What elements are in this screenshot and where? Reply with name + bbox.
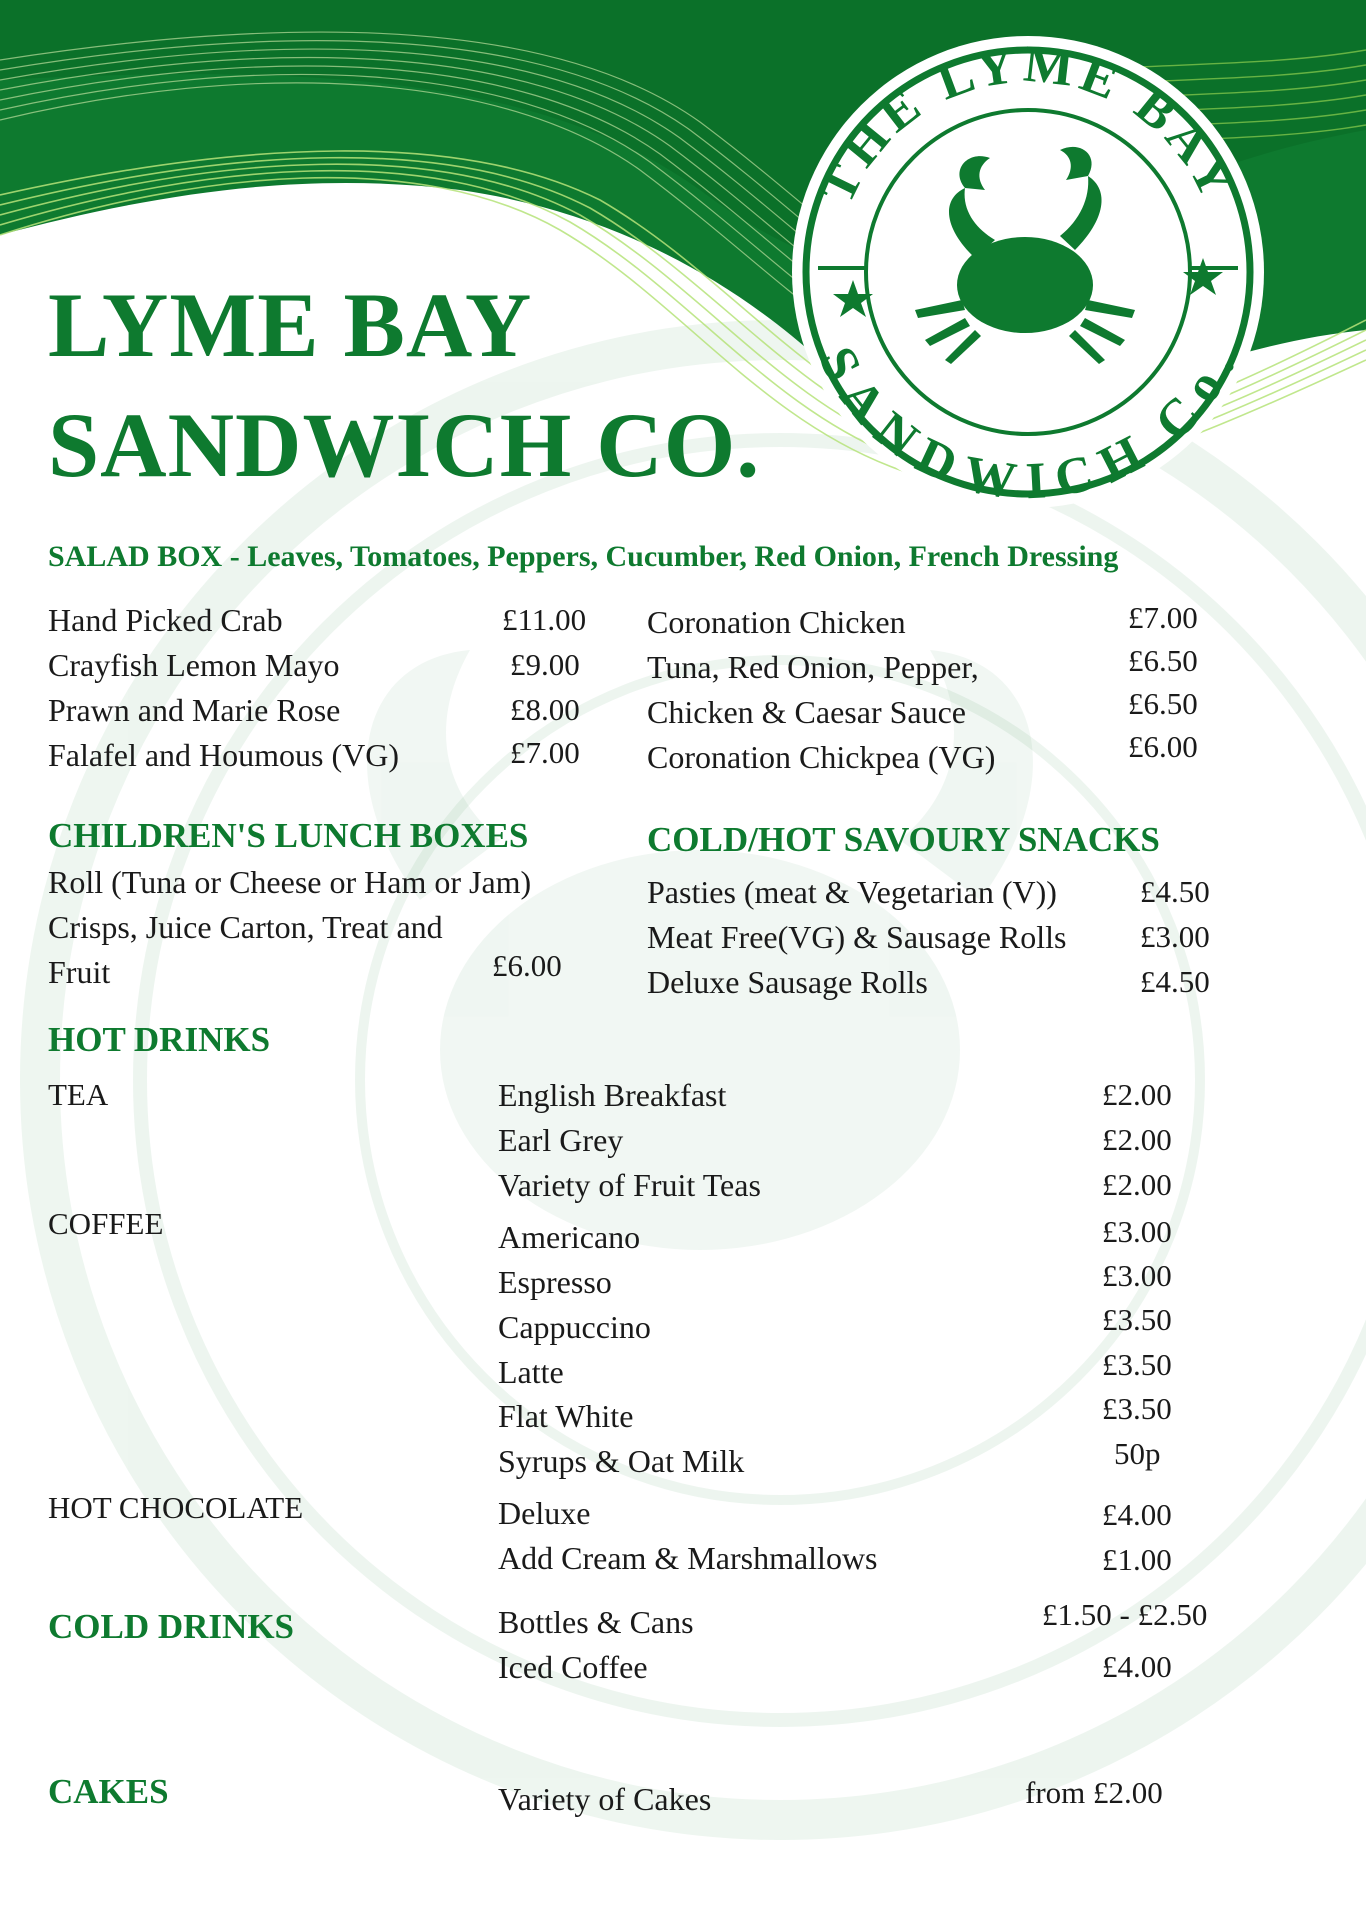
salad-item-price: £8.00 bbox=[510, 692, 580, 727]
drink-item-name: Variety of Fruit Teas bbox=[498, 1167, 761, 1203]
drink-item-price: £2.00 bbox=[1102, 1077, 1172, 1112]
page-title-line2: SANDWICH CO. bbox=[48, 394, 761, 496]
hot-drinks-heading: HOT DRINKS bbox=[48, 1020, 271, 1059]
snacks-heading: COLD/HOT SAVOURY SNACKS bbox=[647, 820, 1160, 859]
salad-item-price: £6.50 bbox=[1128, 686, 1198, 721]
salad-item-name: Coronation Chickpea (VG) bbox=[647, 739, 996, 775]
drink-item-price: £2.00 bbox=[1102, 1122, 1172, 1157]
drink-item-price: £1.00 bbox=[1102, 1542, 1172, 1577]
drink-item-name: Americano bbox=[498, 1219, 641, 1255]
drink-item-name: Latte bbox=[498, 1354, 564, 1390]
cold-drinks-heading: COLD DRINKS bbox=[48, 1607, 295, 1646]
lunch-box-line: Crisps, Juice Carton, Treat and bbox=[48, 909, 443, 945]
svg-text:SANDWICH Co.: SANDWICH Co. bbox=[807, 338, 1249, 512]
salad-box-heading: SALAD BOX - Leaves, Tomatoes, Peppers, Cucumber, Red Onion, French Dressing bbox=[48, 540, 1119, 573]
drink-item-name: Bottles & Cans bbox=[498, 1604, 694, 1640]
salad-item-price: £9.00 bbox=[510, 647, 580, 682]
salad-item-name: Hand Picked Crab bbox=[48, 602, 283, 638]
snack-item-price: £4.50 bbox=[1140, 874, 1210, 909]
salad-item-price: £6.00 bbox=[1128, 729, 1198, 764]
page-title-line1: LYME BAY bbox=[48, 274, 533, 376]
tea-label: TEA bbox=[48, 1077, 109, 1112]
drink-item-name: Cappuccino bbox=[498, 1309, 651, 1345]
snack-item-name: Meat Free(VG) & Sausage Rolls bbox=[647, 919, 1067, 955]
salad-item-name: Crayfish Lemon Mayo bbox=[48, 647, 340, 683]
drink-item-price: 50p bbox=[1114, 1436, 1161, 1471]
snack-item-price: £3.00 bbox=[1140, 919, 1210, 954]
lunch-box-line: Roll (Tuna or Cheese or Ham or Jam) bbox=[48, 864, 532, 900]
lunch-box-price: £6.00 bbox=[492, 948, 562, 983]
logo-seal bbox=[792, 35, 1264, 511]
cakes-heading: CAKES bbox=[48, 1772, 169, 1811]
drink-item-name: English Breakfast bbox=[498, 1077, 727, 1113]
drink-item-price: £3.50 bbox=[1102, 1302, 1172, 1337]
hot-chocolate-label: HOT CHOCOLATE bbox=[48, 1490, 304, 1525]
salad-item-name: Prawn and Marie Rose bbox=[48, 692, 341, 728]
drink-item-price: £2.00 bbox=[1102, 1167, 1172, 1202]
cake-item-name: Variety of Cakes bbox=[498, 1781, 712, 1817]
drink-item-name: Add Cream & Marshmallows bbox=[498, 1540, 878, 1576]
snack-item-name: Pasties (meat & Vegetarian (V)) bbox=[647, 874, 1057, 910]
drink-item-name: Syrups & Oat Milk bbox=[498, 1443, 745, 1479]
salad-item-name: Tuna, Red Onion, Pepper, bbox=[647, 649, 979, 685]
salad-item-name: Chicken & Caesar Sauce bbox=[647, 694, 966, 730]
drink-item-price: £3.00 bbox=[1102, 1258, 1172, 1293]
drink-item-name: Flat White bbox=[498, 1398, 634, 1434]
drink-item-price: £3.50 bbox=[1102, 1391, 1172, 1426]
snack-item-price: £4.50 bbox=[1140, 964, 1210, 999]
drink-item-price: £4.00 bbox=[1102, 1497, 1172, 1532]
salad-item-price: £11.00 bbox=[502, 602, 587, 637]
coffee-label: COFFEE bbox=[48, 1206, 164, 1241]
salad-item-name: Coronation Chicken bbox=[647, 604, 906, 640]
drink-item-price: £3.50 bbox=[1102, 1347, 1172, 1382]
drink-item-price: £1.50 - £2.50 bbox=[1042, 1597, 1208, 1632]
salad-item-name: Falafel and Houmous (VG) bbox=[48, 737, 400, 773]
lunch-box-line: Fruit bbox=[48, 954, 111, 990]
drink-item-name: Espresso bbox=[498, 1264, 612, 1300]
drink-item-price: £3.00 bbox=[1102, 1214, 1172, 1249]
snack-item-name: Deluxe Sausage Rolls bbox=[647, 964, 928, 1000]
lunch-boxes-heading: CHILDREN'S LUNCH BOXES bbox=[48, 816, 529, 855]
salad-item-price: £7.00 bbox=[1128, 600, 1198, 635]
drink-item-price: £4.00 bbox=[1102, 1649, 1172, 1684]
svg-text:THE LYME BAY: THE LYME BAY bbox=[808, 35, 1248, 212]
drink-item-name: Iced Coffee bbox=[498, 1649, 648, 1685]
drink-item-name: Earl Grey bbox=[498, 1122, 624, 1158]
cake-item-price: from £2.00 bbox=[1025, 1775, 1163, 1810]
drink-item-name: Deluxe bbox=[498, 1495, 591, 1531]
salad-item-price: £6.50 bbox=[1128, 643, 1198, 678]
salad-item-price: £7.00 bbox=[510, 735, 580, 770]
